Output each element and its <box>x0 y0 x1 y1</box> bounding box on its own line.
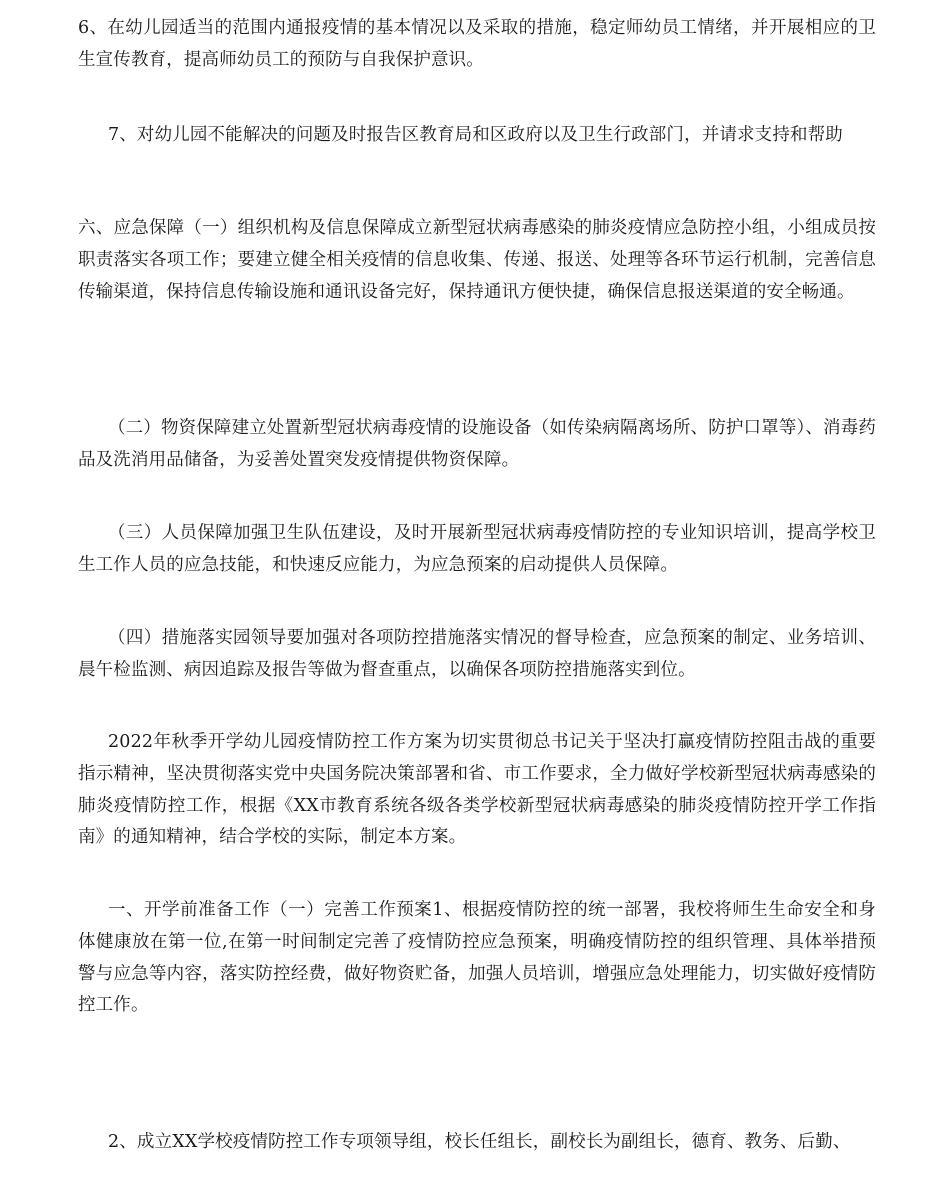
paragraph-material-support: （二）物资保障建立处置新型冠状病毒疫情的设施设备（如传染病隔离场所、防护口罩等）、消毒药品及洗消用品储备，为妥善处置突发疫情提供物资保障。 <box>78 418 876 470</box>
paragraph-plan-intro: 2022年秋季开学幼儿园疫情防控工作方案为切实贯彻总书记关于坚决打赢疫情防控阻击战的重要指示精神，坚决贯彻落实党中央国务院决策部署和省、市工作要求，全力做好学校新型冠状病毒感染的肺炎疫情防控工作，根据《XX市教育系统各级各类学校新型冠状病毒感染的肺炎疫情防控开学工作指南》的通知精神，结合学校的实际，制定本方案。 <box>78 732 876 848</box>
paragraph-measures: （四）措施落实园领导要加强对各项防控措施落实情况的督导检查，应急预案的制定、业务培训、晨午检监测、病因追踪及报告等做为督查重点，以确保各项防控措施落实到位。 <box>78 628 876 680</box>
paragraph-item-6: 6、在幼儿园适当的范围内通报疫情的基本情况以及采取的措施，稳定师幼员工情绪，并开展相应的卫生宣传教育，提高师幼员工的预防与自我保护意识。 <box>78 18 876 70</box>
paragraph-preparation: 一、开学前准备工作（一）完善工作预案1、根据疫情防控的统一部署，我校将师生生命安全和身体健康放在第一位,在第一时间制定完善了疫情防控应急预案，明确疫情防控的组织管理、具体举措预警与应急等内容，落实防控经费，做好物资贮备，加强人员培训，增强应急处理能力，切实做好疫情防控工作。 <box>78 900 876 1016</box>
paragraph-personnel-support: （三）人员保障加强卫生队伍建设，及时开展新型冠状病毒疫情防控的专业知识培训，提高学校卫生工作人员的应急技能，和快速反应能力，为应急预案的启动提供人员保障。 <box>78 523 876 575</box>
paragraph-leadership-group: 2、成立XX学校疫情防控工作专项领导组，校长任组长，副校长为副组长，德育、教务、后勤、 <box>108 1132 851 1152</box>
paragraph-item-7: 7、对幼儿园不能解决的问题及时报告区教育局和区政府以及卫生行政部门，并请求支持和帮助 <box>108 125 843 145</box>
paragraph-section-6-emergency: 六、应急保障（一）组织机构及信息保障成立新型冠状病毒感染的肺炎疫情应急防控小组，小组成员按职责落实各项工作；要建立健全相关疫情的信息收集、传递、报送、处理等各环节运行机制，完善信息传输渠道，保持信息传输设施和通讯设备完好，保持通讯方便快捷，确保信息报送渠道的安全畅通。 <box>78 218 876 302</box>
